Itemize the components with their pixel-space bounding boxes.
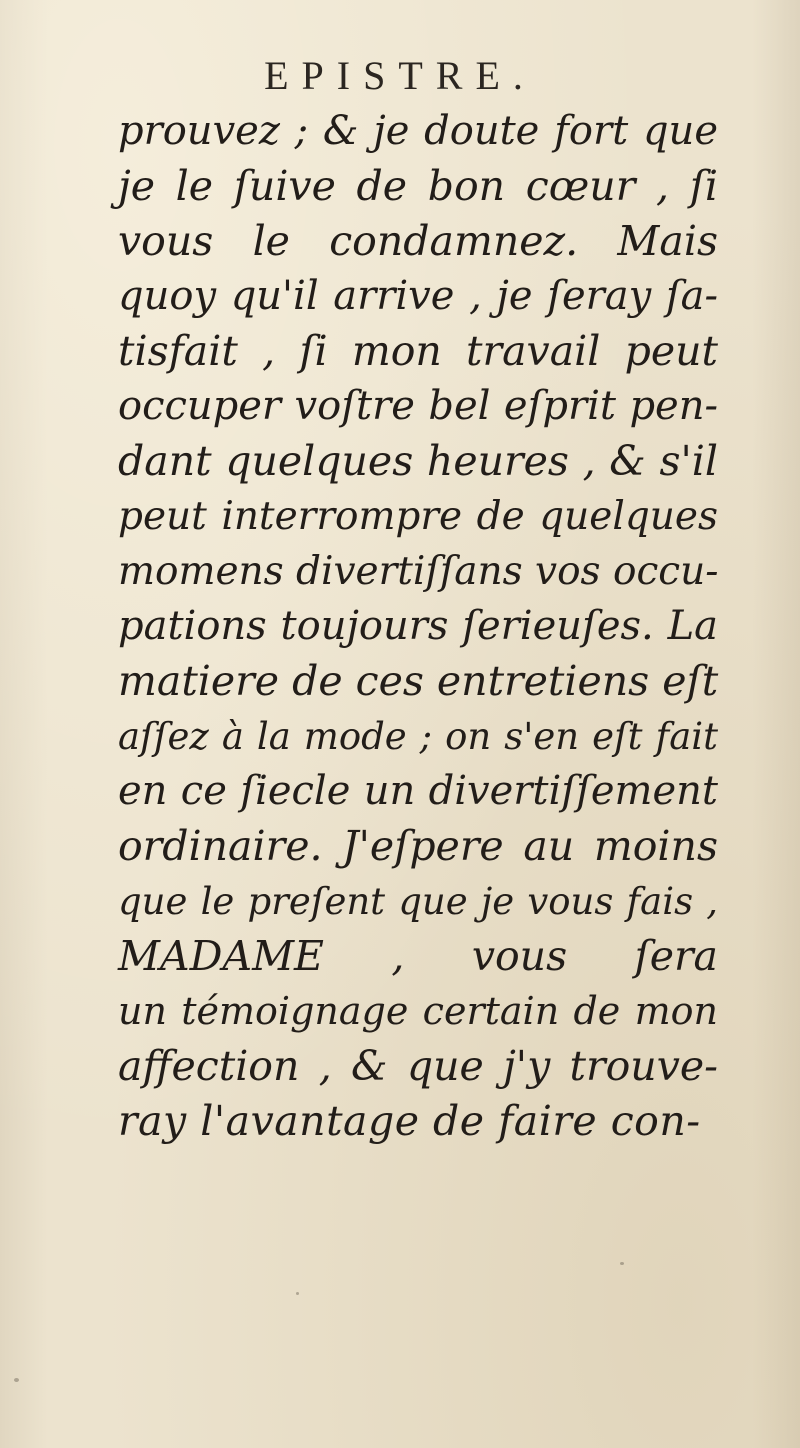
- text-line: aſſez à la mode ; on s'en eſt fait: [118, 715, 718, 758]
- paper-speck: [296, 1292, 299, 1295]
- text-line: un témoignage certain de mon: [118, 989, 718, 1033]
- text-line: MADAME , vous ſera: [118, 932, 718, 980]
- running-head: EPISTRE.: [264, 53, 536, 98]
- text-line: peut interrompre de quelques: [118, 494, 718, 539]
- text-line: quoy qu'il arrive , je ſeray ſa-: [118, 273, 718, 319]
- text-line: tisfait , ſi mon travail peut: [118, 327, 718, 375]
- paper-speck: [620, 1262, 624, 1265]
- paper-speck: [14, 1378, 19, 1382]
- text-line: ray l'avantage de faire con-: [118, 1097, 701, 1145]
- text-line: je le ſuive de bon cœur , ſi: [118, 162, 718, 210]
- text-line: en ce ſiecle un divertiſſement: [118, 768, 718, 814]
- text-line: momens divertiſſans vos occu-: [118, 549, 719, 594]
- text-line: occuper voſtre bel eſprit pen-: [118, 383, 718, 429]
- text-line: prouvez ; & je doute fort que: [118, 108, 718, 154]
- text-line: matiere de ces entretiens eſt: [118, 657, 719, 705]
- text-line: affection , & que j'y trouve-: [118, 1042, 718, 1090]
- epistle-text-block: [118, 104, 718, 1149]
- text-line: pations toujours ſerieuſes. La: [118, 603, 718, 649]
- text-line: dant quelques heures , & s'il: [118, 437, 718, 485]
- text-line: que le preſent que je vous fais ,: [118, 880, 718, 923]
- text-line: vous le condamnez. Mais: [118, 217, 718, 265]
- text-line: ordinaire. J'eſpere au moins: [118, 822, 718, 870]
